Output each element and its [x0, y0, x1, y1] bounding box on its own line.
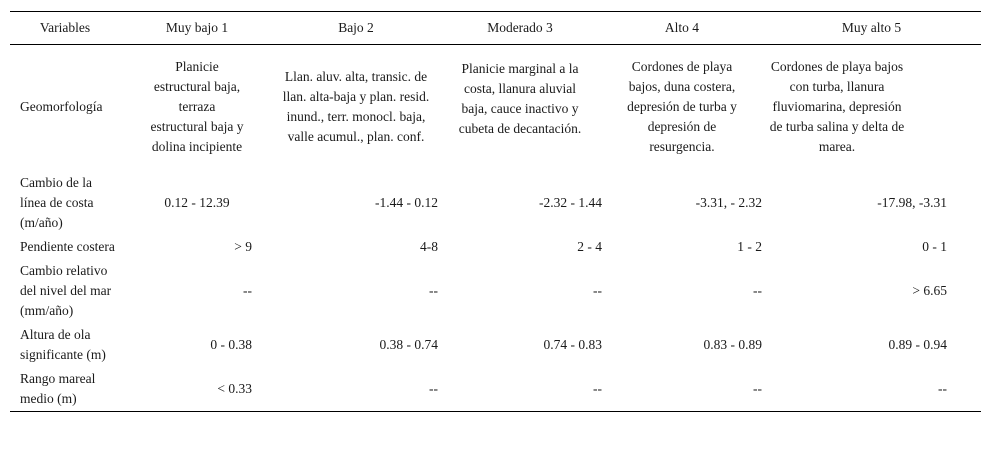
row-label: Cambio de la línea de costa (m/año)	[20, 174, 94, 230]
row-label: Rango mareal medio (m)	[10, 367, 120, 412]
table-cell: 0.38 - 0.74	[379, 336, 438, 352]
table-cell: --	[274, 367, 438, 412]
table-cell: --	[593, 282, 602, 298]
table-row	[10, 259, 981, 323]
row-label: Altura de ola significante (m)	[20, 326, 106, 362]
col-header-bajo: Bajo 2	[274, 12, 438, 45]
table-cell: 1 - 2	[737, 238, 762, 254]
col-header-muy-bajo: Muy bajo 1	[120, 12, 274, 45]
table-cell: 0.89 - 0.94	[888, 336, 947, 352]
table-cell: Cordones de playa bajos con turba, llanura fluviomarina, depresión de turba salina y delta de marea.	[769, 58, 905, 154]
table-cell: > 9	[234, 238, 252, 254]
col-header-variables: Variables	[10, 12, 120, 45]
header-row	[10, 12, 981, 45]
table-cell: -2.32 - 1.44	[539, 194, 602, 210]
table-cell: 0.83 - 0.89	[703, 336, 762, 352]
table-cell: 4-8	[420, 238, 438, 254]
table-cell: --	[602, 367, 762, 412]
table-cell: Planicie marginal a la costa, llanura aluvial baja, cauce inactivo y cubeta de decantación.	[458, 60, 582, 136]
table-cell: 0 - 1	[922, 238, 947, 254]
table-cell: --	[753, 282, 762, 298]
col-header-alto: Alto 4	[602, 12, 762, 45]
table-cell: Planicie estructural baja, terraza estructural baja y dolina incipiente	[150, 58, 244, 154]
table-cell: --	[243, 282, 252, 298]
table-cell: > 6.65	[912, 282, 947, 298]
table-cell: -3.31, - 2.32	[695, 194, 762, 210]
row-label: Cambio relativo del nivel del mar (mm/año)	[20, 262, 112, 318]
table-cell: --	[429, 282, 438, 298]
table-row	[10, 45, 981, 171]
table-cell: 0.12 - 12.39	[164, 194, 230, 210]
table-cell: Cordones de playa bajos, duna costera, depresión de turba y depresión de resurgencia.	[627, 58, 737, 154]
table-cell: < 0.33	[120, 367, 274, 412]
table-row	[10, 171, 981, 235]
table-cell: -1.44 - 0.12	[375, 194, 438, 210]
table-cell: 0 - 0.38	[210, 336, 252, 352]
table-cell: -17.98, -3.31	[877, 194, 947, 210]
row-label: Pendiente costera	[20, 238, 115, 254]
row-label: Geomorfología	[20, 98, 103, 114]
table-cell: 0.74 - 0.83	[543, 336, 602, 352]
vulnerability-table	[10, 11, 981, 412]
table-cell: --	[438, 367, 602, 412]
col-header-moderado: Moderado 3	[438, 12, 602, 45]
table-row	[10, 235, 981, 259]
col-header-muy-alto: Muy alto 5	[762, 12, 981, 45]
table-cell: 2 - 4	[577, 238, 602, 254]
table-row	[10, 367, 981, 412]
table-row	[10, 323, 981, 367]
table-cell: --	[762, 367, 981, 412]
table-cell: Llan. aluv. alta, transic. de llan. alta-baja y plan. resid. inund., terr. monocl. baja, valle acumul., plan. conf.	[282, 68, 430, 144]
